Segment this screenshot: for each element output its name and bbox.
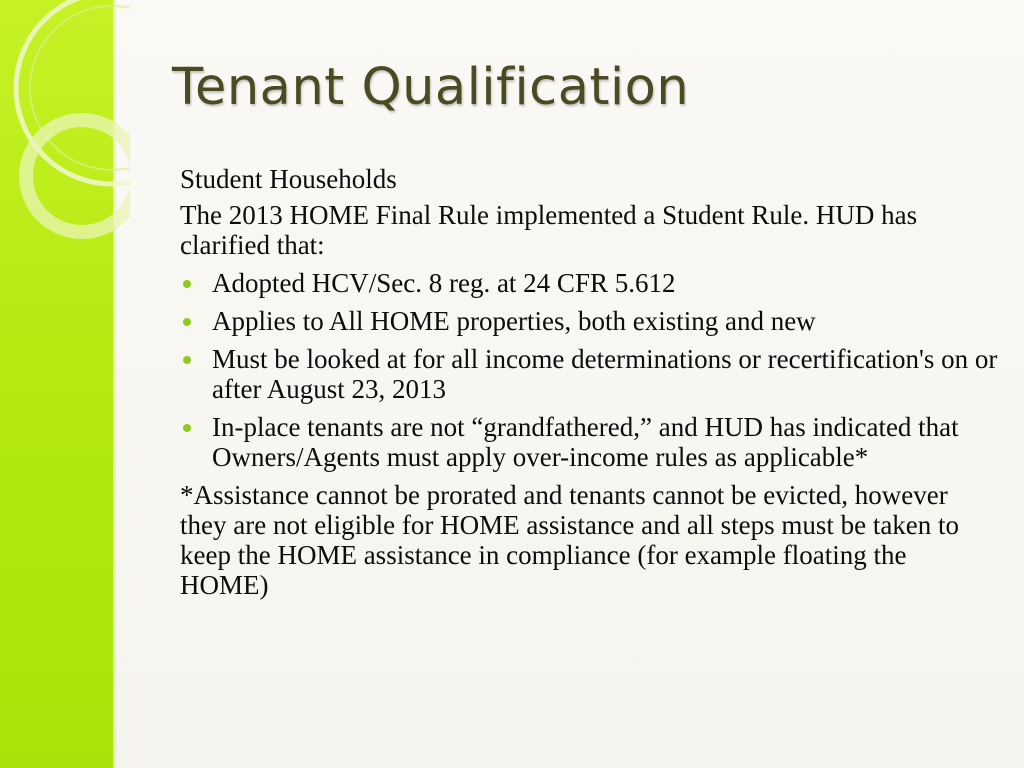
footnote-paragraph: *Assistance cannot be prorated and tenants cannot be evicted, however they are not eligible for HOME assistance and all steps must be taken to keep the HOME assistance in compliance (for example floating the HOME): [180, 480, 960, 600]
bullet-dot-icon: [183, 280, 191, 288]
decorative-rings: [0, 0, 130, 260]
large-ring-inner: [30, 6, 130, 170]
section-heading: Student Households: [180, 164, 397, 194]
bullet-dot-icon: [183, 424, 191, 432]
bullet-list: [180, 268, 1000, 472]
slide-title: Tenant Qualification: [172, 58, 690, 117]
bullet-dot-icon: [183, 356, 191, 364]
slide-body: [180, 164, 1000, 608]
bullet-item: [180, 268, 1000, 298]
bullet-text: Must be looked at for all income determinations or recertification's on or after August 23, 2013: [212, 344, 998, 404]
bullet-item: [180, 344, 1000, 404]
bullet-text: Adopted HCV/Sec. 8 reg. at 24 CFR 5.612: [212, 268, 676, 298]
intro-paragraph: The 2013 HOME Final Rule implemented a Student Rule. HUD has clarified that:: [180, 200, 918, 260]
bullet-item: [180, 306, 1000, 336]
bullet-dot-icon: [183, 318, 191, 326]
bullet-text: In-place tenants are not “grandfathered,” and HUD has indicated that Owners/Agents must apply over-income rules as applicable*: [212, 412, 959, 472]
bullet-text: Applies to All HOME properties, both existing and new: [212, 306, 816, 336]
bullet-item: [180, 412, 1000, 472]
